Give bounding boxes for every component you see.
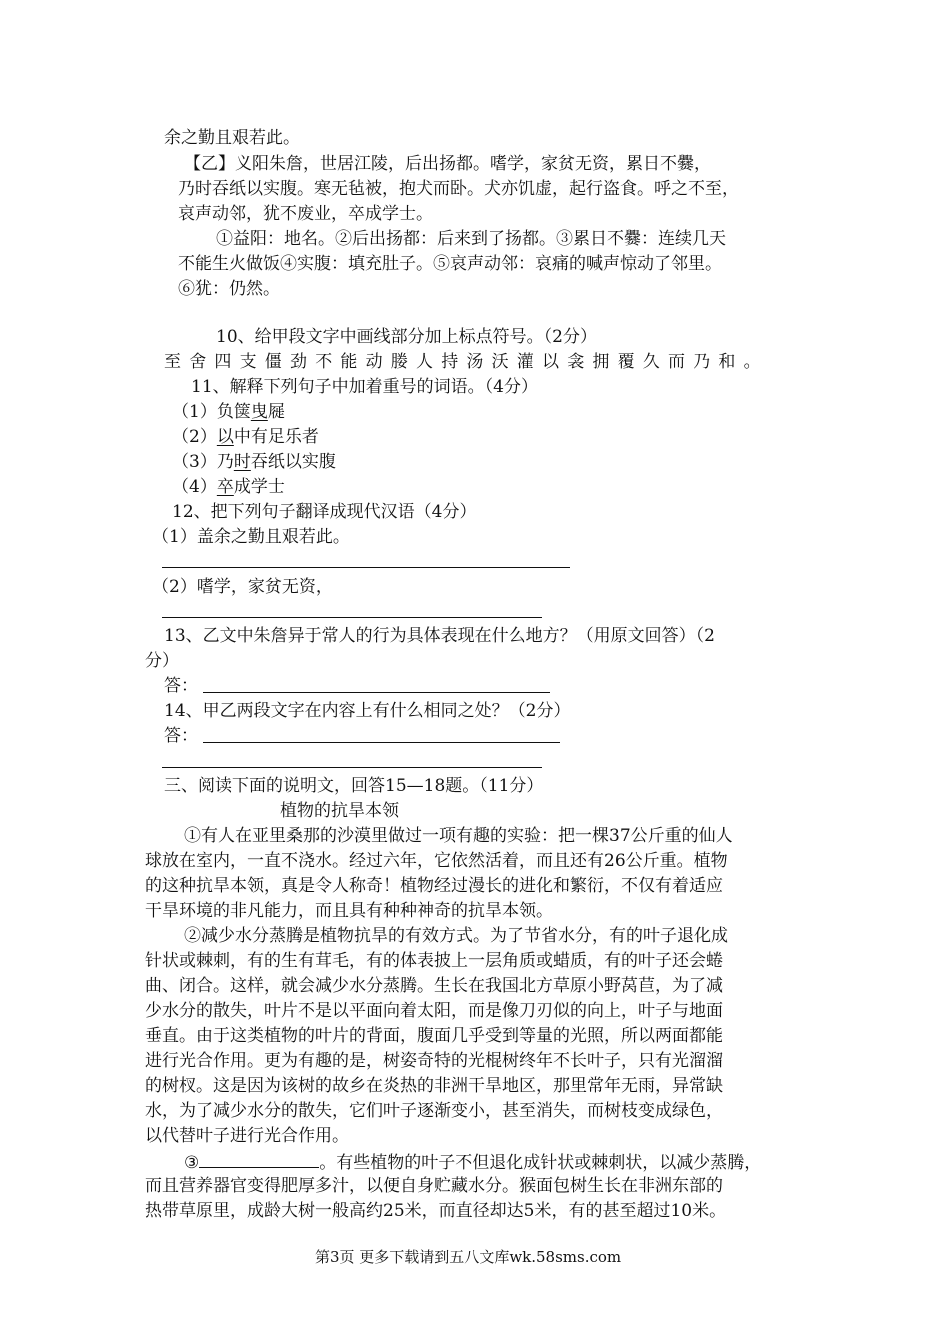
q10-text: 至舍四支僵劲不能动媵人持汤沃灌以衾拥覆久而乃和。 bbox=[164, 352, 769, 372]
q11-item-1-num: （1） bbox=[172, 402, 217, 422]
para3-line-1 bbox=[184, 1149, 761, 1175]
q14-answer-line-1[interactable] bbox=[203, 742, 560, 743]
para2-line-7: 的树杈。这是因为该树的故乡在炎热的非洲干旱地区，那里常年无雨，异常缺 bbox=[145, 1076, 723, 1096]
q11-item-2-post: 中有足乐者 bbox=[233, 427, 319, 447]
q11-item-3-num: （3） bbox=[172, 452, 217, 472]
q11-item-1-post: 屣 bbox=[267, 402, 285, 422]
q11-item-2-num: （2） bbox=[172, 427, 217, 447]
para2-line-2: 针状或棘刺，有的生有茸毛，有的体表披上一层角质或蜡质，有的叶子还会蜷 bbox=[145, 951, 723, 971]
note-line-1: ①益阳：地名。②后出扬都：后来到了扬都。③累日不爨：连续几天 bbox=[216, 229, 726, 249]
para2-line-4: 少水分的散失，叶片不是以平面向着太阳，而是像刀刃似的向上，叶子与地面 bbox=[145, 1001, 723, 1021]
note-line-3: ⑥犹：仍然。 bbox=[178, 279, 280, 299]
para2-line-6: 进行光合作用。更为有趣的是，树姿奇特的光棍树终年不长叶子，只有光溜溜 bbox=[145, 1051, 723, 1071]
q13-prompt-line-1: 13、乙文中朱詹异于常人的行为具体表现在什么地方？（用原文回答）（2 bbox=[164, 626, 715, 646]
para2-line-1: ②减少水分蒸腾是植物抗旱的有效方式。为了节省水分，有的叶子退化成 bbox=[184, 926, 728, 946]
q12-answer-line-2[interactable] bbox=[162, 617, 542, 618]
passage-yi-line-1: 【乙】义阳朱詹，世居江陵，后出扬都。嗜学，家贫无资，累日不爨， bbox=[184, 154, 711, 174]
para3-line-1-rest: 。有些植物的叶子不但退化成针状或棘刺状，以减少蒸腾， bbox=[319, 1153, 762, 1173]
para3-line-2: 而且营养器官变得肥厚多汁，以便自身贮藏水分。猴面包树生长在非洲东部的 bbox=[145, 1176, 723, 1196]
q11-item-2-mark: 以 bbox=[216, 427, 234, 447]
para2-line-5: 垂直。由于这类植物的叶片的背面，腹面几乎受到等量的光照，所以两面都能 bbox=[145, 1026, 723, 1046]
note-line-2: 不能生火做饭④实腹：填充肚子。⑤哀声动邻：哀痛的喊声惊动了邻里。 bbox=[178, 254, 722, 274]
passage-jia-end: 余之勤且艰若此。 bbox=[164, 128, 300, 148]
q13-answer-label: 答： bbox=[164, 676, 198, 696]
q11-item-1-mark: 曳 bbox=[250, 402, 268, 422]
q14-answer-label: 答： bbox=[164, 726, 198, 746]
para3-blank[interactable] bbox=[199, 1149, 319, 1168]
passage-yi-line-3: 哀声动邻，犹不废业，卒成学士。 bbox=[178, 204, 433, 224]
q11-item-4-post: 成学士 bbox=[233, 477, 285, 497]
para1-line-1: ①有人在亚里桑那的沙漠里做过一项有趣的实验：把一棵37公斤重的仙人 bbox=[184, 826, 733, 846]
q12-item-2: （2）嗜学，家贫无资， bbox=[152, 577, 333, 597]
section3-heading: 三、阅读下面的说明文，回答15—18题。（11分） bbox=[164, 776, 544, 796]
q11-item-1-pre: 负箧 bbox=[216, 402, 251, 422]
q12-item-1: （1）盖余之勤且艰若此。 bbox=[152, 527, 350, 547]
q11-item-2 bbox=[172, 425, 319, 449]
para1-line-3: 的这种抗旱本领，真是令人称奇！植物经过漫长的进化和繁衍，不仅有着适应 bbox=[145, 876, 723, 896]
q13-answer-line[interactable] bbox=[203, 692, 550, 693]
page-footer: 第3页 更多下载请到五八文库wk.58sms.com bbox=[315, 1248, 622, 1266]
para2-line-8: 水，为了减少水分的散失，它们叶子逐渐变小，甚至消失，而树枝变成绿色， bbox=[145, 1101, 723, 1121]
para1-line-4: 干旱环境的非凡能力，而且具有种种神奇的抗旱本领。 bbox=[145, 901, 553, 921]
q11-item-4-num: （4） bbox=[172, 477, 217, 497]
q11-item-4 bbox=[172, 475, 285, 499]
q12-answer-line-1[interactable] bbox=[162, 567, 570, 568]
para3-line-3: 热带草原里，成龄大树一般高约25米，而直径却达5米，有的甚至超过10米。 bbox=[145, 1201, 727, 1221]
q12-prompt: 12、把下列句子翻译成现代汉语（4分） bbox=[172, 502, 477, 522]
q11-prompt: 11、解释下列句子中加着重号的词语。（4分） bbox=[191, 377, 538, 397]
q11-item-1 bbox=[172, 400, 285, 424]
q13-prompt-line-2: 分） bbox=[145, 651, 179, 671]
para3-number: ③ bbox=[184, 1153, 200, 1173]
para2-line-3: 曲、闭合。这样，就会减少水分蒸腾。生长在我国北方草原小野莴苣，为了减 bbox=[145, 976, 723, 996]
q11-item-3-mark: 时 bbox=[233, 452, 251, 472]
passage-yi-line-2: 乃时吞纸以实腹。寒无毡被，抱犬而卧。犬亦饥虚，起行盗食。呼之不至， bbox=[178, 179, 739, 199]
q11-item-4-mark: 卒 bbox=[216, 477, 234, 497]
para2-line-9: 以代替叶子进行光合作用。 bbox=[145, 1126, 349, 1146]
q14-answer-line-2[interactable] bbox=[162, 767, 542, 768]
section3-title: 植物的抗旱本领 bbox=[280, 801, 399, 821]
q11-item-3-pre: 乃 bbox=[216, 452, 234, 472]
q11-item-3-post: 吞纸以实腹 bbox=[250, 452, 336, 472]
para1-line-2: 球放在室内，一直不浇水。经过六年，它依然活着，而且还有26公斤重。植物 bbox=[145, 851, 728, 871]
q11-item-3 bbox=[172, 450, 336, 474]
q14-prompt: 14、甲乙两段文字在内容上有什么相同之处？（2分） bbox=[164, 701, 571, 721]
q10-prompt: 10、给甲段文字中画线部分加上标点符号。（2分） bbox=[216, 327, 597, 347]
